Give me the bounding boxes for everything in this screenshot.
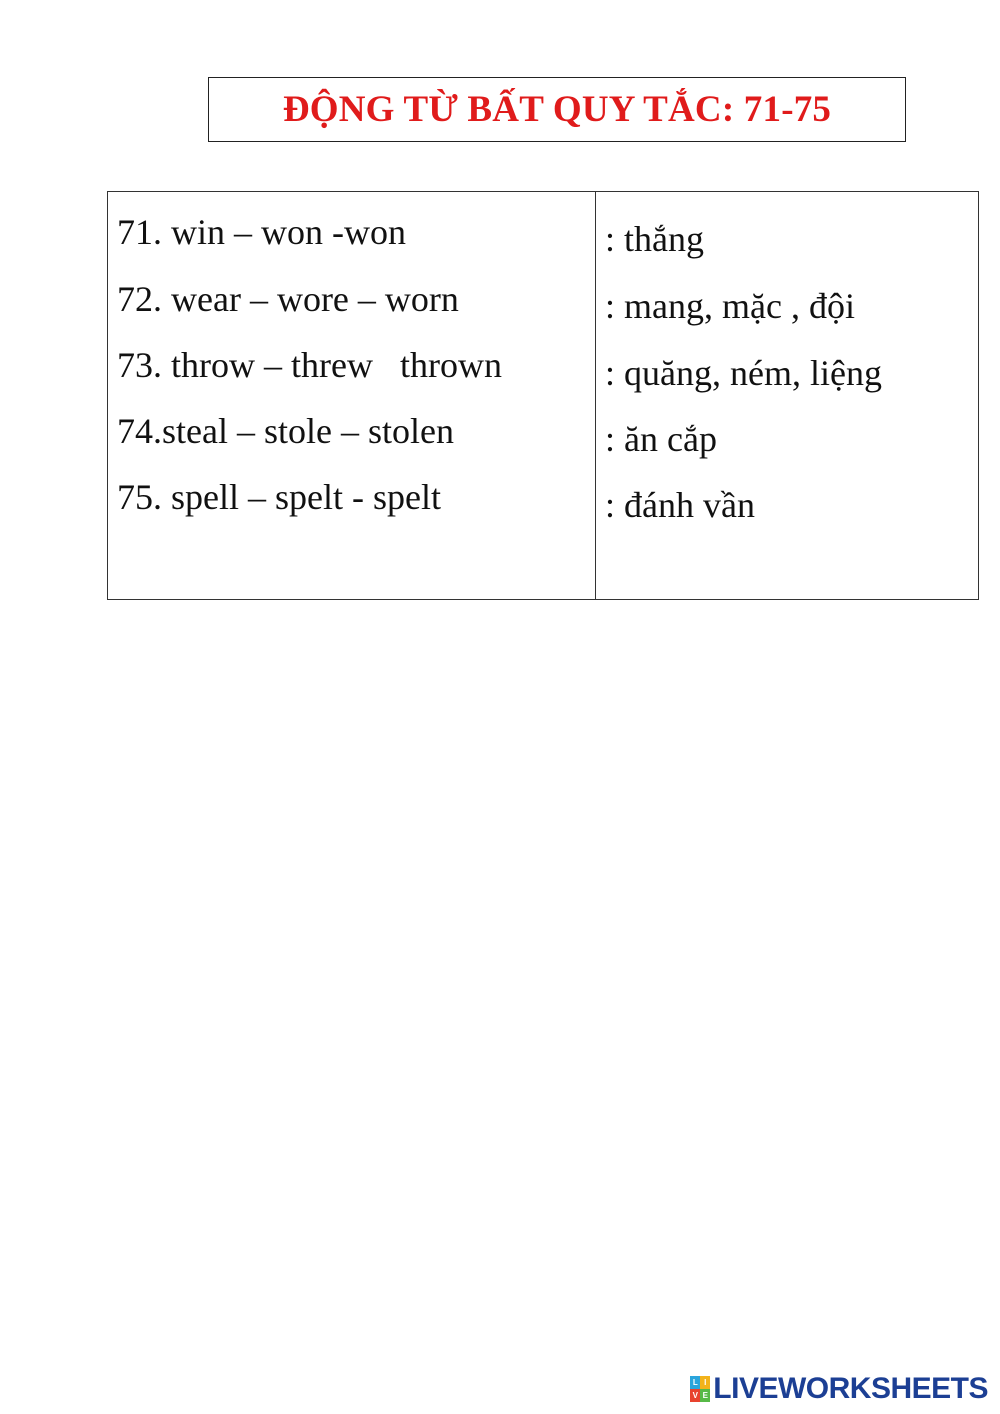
liveworksheets-logo: [690, 1372, 988, 1406]
logo-tile-l: L: [690, 1376, 700, 1389]
verb-table: [107, 191, 979, 600]
liveworksheets-brand-text: LIVEWORKSHEETS: [713, 1372, 988, 1405]
verb-forms-74: 74.steal – stole – stolen: [117, 411, 454, 451]
verb-meanings-column: [596, 192, 978, 599]
verb-forms-73: 73. throw – threw thrown: [117, 345, 502, 385]
logo-tile-i: I: [700, 1376, 710, 1389]
verb-meaning-72: : mang, mặc , đội: [605, 286, 855, 326]
verb-forms-column: [108, 192, 596, 599]
verb-forms-71: 71. win – won -won: [117, 212, 406, 252]
verb-meaning-71: : thắng: [605, 219, 704, 259]
verb-meaning-74: : ăn cắp: [605, 419, 717, 459]
verb-meaning-75: : đánh vần: [605, 485, 755, 525]
verb-meaning-73: : quăng, ném, liệng: [605, 353, 882, 393]
title-box: [208, 77, 906, 142]
verb-forms-72: 72. wear – wore – worn: [117, 279, 459, 319]
logo-tile-e: E: [700, 1389, 710, 1402]
verb-forms-75: 75. spell – spelt - spelt: [117, 477, 441, 517]
liveworksheets-logo-icon: [690, 1376, 710, 1402]
logo-tile-v: V: [690, 1389, 700, 1402]
page-title: ĐỘNG TỪ BẤT QUY TẮC: 71-75: [282, 89, 832, 130]
